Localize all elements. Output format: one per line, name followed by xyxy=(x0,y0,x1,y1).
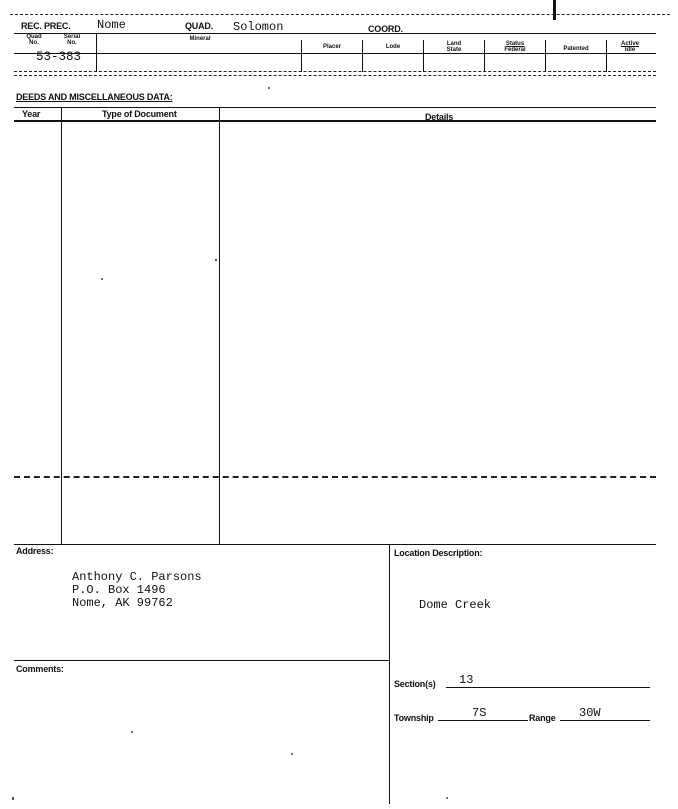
col-status-header: Status Federal xyxy=(504,41,526,53)
address-line: Anthony C. Parsons xyxy=(72,570,202,584)
quad-label: QUAD. xyxy=(185,21,213,31)
scan-speck xyxy=(291,753,293,755)
claim-col-divider xyxy=(545,40,546,72)
deeds-dashed-rule xyxy=(14,476,656,478)
range-label: Range xyxy=(529,713,556,723)
claim-table-bottom-rule-2 xyxy=(14,75,656,76)
claim-col-divider xyxy=(362,40,363,72)
range-underline xyxy=(560,720,650,721)
section-label: Section(s) xyxy=(394,679,436,689)
quad-serial-value: 53-383 xyxy=(36,50,82,64)
address-label: Address: xyxy=(16,546,54,556)
scan-speck xyxy=(446,797,448,799)
address-block xyxy=(72,571,202,610)
address-location-divider xyxy=(389,544,390,804)
deeds-section-title: DEEDS AND MISCELLANEOUS DATA: xyxy=(16,92,173,102)
deeds-header-rule xyxy=(14,120,656,122)
deeds-col-details: Details xyxy=(425,112,454,122)
quad-value: Solomon xyxy=(233,20,284,34)
top-dashed-rule xyxy=(10,14,670,15)
deeds-col-divider xyxy=(219,107,220,544)
deeds-col-type: Type of Document xyxy=(102,109,177,119)
scan-speck xyxy=(268,87,270,89)
township-label: Township xyxy=(394,713,434,723)
section-underline xyxy=(446,687,650,688)
claim-col-divider xyxy=(606,40,607,72)
location-description-value: Dome Creek xyxy=(419,598,492,612)
deeds-top-rule xyxy=(14,107,656,108)
township-underline xyxy=(438,720,528,721)
col-placer-header: Placer xyxy=(322,44,341,50)
scan-speck xyxy=(215,259,217,261)
claim-col-divider xyxy=(484,40,485,72)
coord-label: COORD. xyxy=(368,24,403,34)
col-serial-header: Serial No. xyxy=(63,34,81,46)
address-top-rule xyxy=(14,544,656,545)
township-value: 7S xyxy=(472,706,487,720)
col-land-header: Land State xyxy=(446,41,462,53)
rec-prec-value: Nome xyxy=(97,18,126,32)
scan-speck xyxy=(12,797,14,800)
claim-col-divider xyxy=(301,40,302,72)
claim-table-header-rule xyxy=(14,53,656,54)
comments-top-rule xyxy=(14,660,390,661)
address-line: Nome, AK 99762 xyxy=(72,596,173,610)
col-mineral-header: Mineral xyxy=(189,36,211,42)
deeds-col-divider xyxy=(61,107,62,544)
col-patented-header: Patented xyxy=(563,46,589,52)
location-description-label: Location Description: xyxy=(394,548,483,558)
claim-col-divider xyxy=(96,33,97,72)
col-active-header: Active Idle xyxy=(620,41,639,53)
col-quad-header: Quad No. xyxy=(26,34,42,46)
claim-col-divider xyxy=(423,40,424,72)
claim-table-top-rule xyxy=(14,33,656,34)
rec-prec-label: REC. PREC. xyxy=(21,21,71,31)
comments-label: Comments: xyxy=(16,664,64,674)
range-value: 30W xyxy=(579,706,601,720)
address-line: P.O. Box 1496 xyxy=(72,583,166,597)
scan-speck xyxy=(101,278,103,280)
section-value: 13 xyxy=(459,673,474,687)
col-lode-header: Lode xyxy=(385,44,401,50)
top-marker-bar xyxy=(553,0,556,20)
scan-speck xyxy=(131,731,133,733)
deeds-col-year: Year xyxy=(22,109,41,119)
claim-table-bottom-rule xyxy=(14,71,656,72)
